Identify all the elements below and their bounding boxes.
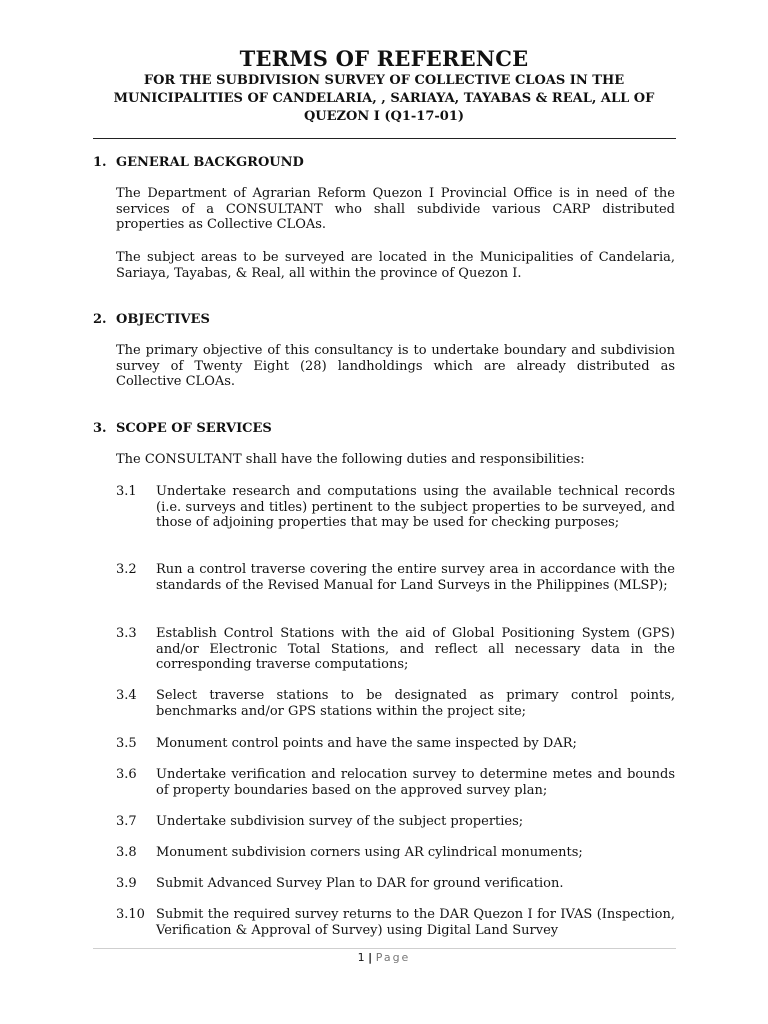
list-item <box>116 814 675 830</box>
item-number: 3.2 <box>116 562 137 577</box>
item-number: 3.10 <box>116 907 145 922</box>
section-heading-scope-of-services <box>93 421 272 436</box>
section-title: GENERAL BACKGROUND <box>116 155 304 170</box>
document-title: TERMS OF REFERENCE <box>239 46 529 71</box>
item-text: Submit the required survey returns to the DAR Quezon I for IVAS (Inspection, Verification & Approval of Survey) using Digital Land Survey <box>156 907 675 938</box>
page-number: 1 <box>357 951 365 964</box>
subtitle-line: FOR THE SUBDIVISION SURVEY OF COLLECTIVE CLOAS IN THE <box>143 73 625 88</box>
item-number: 3.9 <box>116 876 137 891</box>
paragraph: The Department of Agrarian Reform Quezon I Provincial Office is in need of the services of a CONSULTANT who shall subdivide various CARP distributed properties as Collective CLOAs. <box>116 186 675 232</box>
item-text: Submit Advanced Survey Plan to DAR for ground verification. <box>156 876 564 891</box>
list-item <box>116 626 675 673</box>
item-number: 3.7 <box>116 814 137 829</box>
paragraph: The subject areas to be surveyed are located in the Municipalities of Candelaria, Sariaya, Tayabas, & Real, all within the province of Quezon I. <box>116 250 675 281</box>
page-footer <box>0 951 768 964</box>
item-text: Establish Control Stations with the aid of Global Positioning System (GPS) and/or Electronic Total Stations, and reflect all necessary data in the corresponding traverse computations; <box>156 626 675 672</box>
list-item <box>116 876 675 892</box>
title-divider <box>93 138 676 139</box>
scope-intro: The CONSULTANT shall have the following duties and responsibilities: <box>116 452 585 467</box>
item-text: Undertake verification and relocation survey to determine metes and bounds of property boundaries based on the approved survey plan; <box>156 767 675 798</box>
section-number: 3. <box>93 421 107 436</box>
subtitle-line: QUEZON I (Q1-17-01) <box>303 109 465 124</box>
section-title: OBJECTIVES <box>116 312 210 327</box>
item-number: 3.6 <box>116 767 137 782</box>
list-item <box>116 767 675 798</box>
list-item <box>116 736 675 752</box>
item-number: 3.8 <box>116 845 137 860</box>
section-number: 1. <box>93 155 107 170</box>
page-label: Page <box>375 951 411 964</box>
item-text: Monument subdivision corners using AR cylindrical monuments; <box>156 845 583 860</box>
list-item <box>116 484 675 531</box>
list-item <box>116 688 675 719</box>
item-text: Run a control traverse covering the entire survey area in accordance with the standards of the Revised Manual for Land Surveys in the Philippines (MLSP); <box>156 562 675 593</box>
footer-divider <box>93 948 676 949</box>
item-text: Undertake research and computations using the available technical records (i.e. surveys and titles) pertinent to the subject properties to be surveyed, and those of adjoining properties that may be used for checking purposes; <box>156 484 675 530</box>
section-heading-general-background <box>93 155 304 170</box>
list-item <box>116 907 675 938</box>
subtitle-line: MUNICIPALITIES OF CANDELARIA, , SARIAYA, TAYABAS & REAL, ALL OF <box>113 91 655 106</box>
section-number: 2. <box>93 312 107 327</box>
item-number: 3.3 <box>116 626 137 641</box>
item-number: 3.5 <box>116 736 137 751</box>
item-number: 3.4 <box>116 688 137 703</box>
document-subtitle <box>90 72 678 126</box>
section-title: SCOPE OF SERVICES <box>116 421 272 436</box>
item-text: Monument control points and have the same inspected by DAR; <box>156 736 577 751</box>
item-text: Undertake subdivision survey of the subject properties; <box>156 814 524 829</box>
list-item <box>116 845 675 861</box>
section-heading-objectives <box>93 312 210 327</box>
item-text: Select traverse stations to be designated as primary control points, benchmarks and/or GPS stations within the project site; <box>156 688 675 719</box>
footer-separator: | <box>368 951 373 964</box>
list-item <box>116 562 675 593</box>
paragraph: The primary objective of this consultancy is to undertake boundary and subdivision survey of Twenty Eight (28) landholdings which are already distributed as Collective CLOAs. <box>116 343 675 389</box>
item-number: 3.1 <box>116 484 137 499</box>
